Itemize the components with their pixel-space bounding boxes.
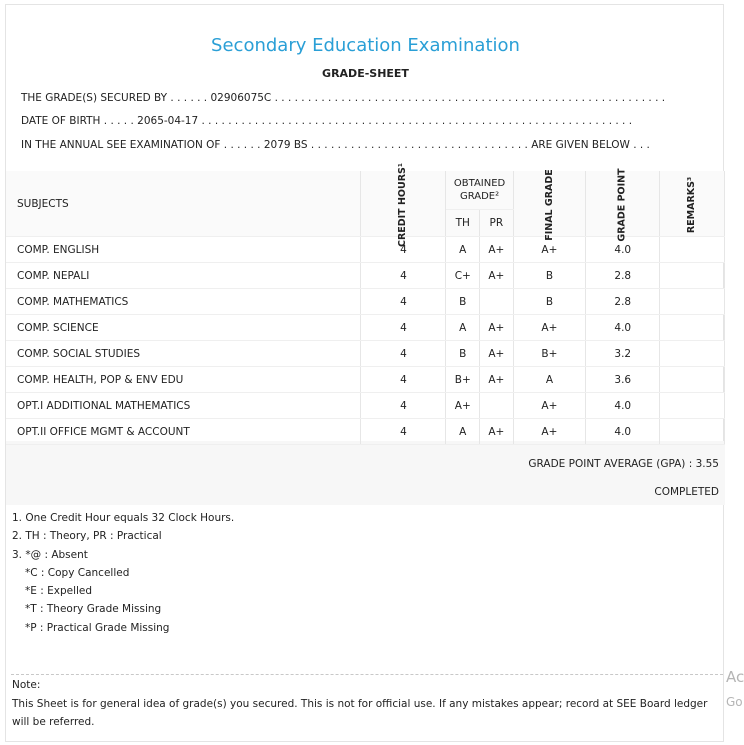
header-obtained-grade: OBTAINED GRADE² xyxy=(446,171,513,210)
subject-cell: COMP. SCIENCE xyxy=(6,315,361,341)
grade-point-cell: 4.0 xyxy=(586,237,660,263)
table-row xyxy=(6,289,725,315)
credit-hours-cell: 4 xyxy=(361,315,446,341)
final-grade-cell: B+ xyxy=(513,341,586,367)
result-status: COMPLETED xyxy=(654,486,719,498)
subject-cell: COMP. MATHEMATICS xyxy=(6,289,361,315)
remarks-cell xyxy=(660,289,725,315)
practical-grade-cell: A+ xyxy=(480,367,514,393)
grades-table xyxy=(6,162,725,445)
footnote-code-c: *C : Copy Cancelled xyxy=(25,566,130,579)
theory-grade-cell: A xyxy=(446,315,480,341)
header-th: TH xyxy=(446,210,480,237)
remarks-cell xyxy=(660,341,725,367)
practical-grade-cell: A+ xyxy=(480,341,514,367)
header-remarks: REMARKS³ xyxy=(660,171,725,237)
table-row xyxy=(6,367,725,393)
final-grade-cell: B xyxy=(513,289,586,315)
credit-hours-cell: 4 xyxy=(361,341,446,367)
note-heading: Note: xyxy=(12,679,41,691)
grade-point-cell: 2.8 xyxy=(586,289,660,315)
table-row xyxy=(6,419,725,445)
theory-grade-cell: A xyxy=(446,237,480,263)
practical-grade-cell: A+ xyxy=(480,263,514,289)
header-credit-hours: CREDIT HOURS¹ xyxy=(361,171,446,237)
date-of-birth-line: DATE OF BIRTH . . . . . 2065-04-17 . . . . . . . . . . . . . . . . . . . . . . . . . . . . . . . . . . . . . . . . . . . . . . . . . . . . . . . . . . . . . . . . . xyxy=(21,115,633,127)
remarks-cell xyxy=(660,315,725,341)
exam-line: IN THE ANNUAL SEE EXAMINATION OF . . . . . . 2079 BS . . . . . . . . . . . . . . . . . . . . . . . . . . . . . . . . . ARE GIVEN BELOW . . . xyxy=(21,139,650,151)
credit-hours-cell: 4 xyxy=(361,289,446,315)
practical-grade-cell: A+ xyxy=(480,237,514,263)
remarks-cell xyxy=(660,263,725,289)
remarks-cell xyxy=(660,237,725,263)
final-grade-cell: A+ xyxy=(513,315,586,341)
summary-band xyxy=(6,441,725,505)
practical-grade-cell: A+ xyxy=(480,315,514,341)
remarks-cell xyxy=(660,393,725,419)
theory-grade-cell: A xyxy=(446,419,480,445)
grade-point-cell: 4.0 xyxy=(586,419,660,445)
subject-cell: COMP. HEALTH, POP & ENV EDU xyxy=(6,367,361,393)
subject-cell: OPT.II OFFICE MGMT & ACCOUNT xyxy=(6,419,361,445)
theory-grade-cell: B+ xyxy=(446,367,480,393)
grade-point-cell: 3.2 xyxy=(586,341,660,367)
theory-grade-cell: A+ xyxy=(446,393,480,419)
footnote-code-e: *E : Expelled xyxy=(25,585,93,598)
subject-cell: COMP. ENGLISH xyxy=(6,237,361,263)
final-grade-cell: A+ xyxy=(513,419,586,445)
credit-hours-cell: 4 xyxy=(361,367,446,393)
note-text: This Sheet is for general idea of grade(s) you secured. This is not for official use. If any mistakes appear; record at SEE Board ledger will be referred. xyxy=(12,698,708,728)
page-title: Secondary Education Examination xyxy=(211,35,520,56)
practical-grade-cell: A+ xyxy=(480,419,514,445)
practical-grade-cell xyxy=(480,289,514,315)
remarks-cell xyxy=(660,419,725,445)
credit-hours-cell: 4 xyxy=(361,393,446,419)
table-row xyxy=(6,393,725,419)
table-row xyxy=(6,341,725,367)
grade-sheet xyxy=(5,4,724,742)
footnote-3: 3. *@ : Absent xyxy=(12,548,88,561)
table-header-row xyxy=(6,171,725,210)
practical-grade-cell xyxy=(480,393,514,419)
theory-grade-cell: C+ xyxy=(446,263,480,289)
watermark-text-2: Go xyxy=(726,695,743,709)
grade-point-cell: 4.0 xyxy=(586,315,660,341)
credit-hours-cell: 4 xyxy=(361,263,446,289)
final-grade-cell: A xyxy=(513,367,586,393)
header-subjects: SUBJECTS xyxy=(6,171,361,237)
gpa-summary: GRADE POINT AVERAGE (GPA) : 3.55 xyxy=(528,458,719,470)
watermark-text-1: Ac xyxy=(726,668,744,686)
credit-hours-cell: 4 xyxy=(361,237,446,263)
grade-sheet-heading: GRADE-SHEET xyxy=(322,67,409,80)
credit-hours-cell: 4 xyxy=(361,419,446,445)
grades-table-body xyxy=(6,237,725,445)
subject-cell: COMP. SOCIAL STUDIES xyxy=(6,341,361,367)
secured-by-line: THE GRADE(S) SECURED BY . . . . . . 02906075C . . . . . . . . . . . . . . . . . . . . . . . . . . . . . . . . . . . . . . . . . . . . . . . . . . . . . . . . . . . xyxy=(21,92,666,104)
table-row xyxy=(6,315,725,341)
final-grade-cell: A+ xyxy=(513,393,586,419)
remarks-cell xyxy=(660,367,725,393)
subject-cell: OPT.I ADDITIONAL MATHEMATICS xyxy=(6,393,361,419)
grade-point-cell: 3.6 xyxy=(586,367,660,393)
header-final-grade: FINAL GRADE xyxy=(513,171,586,237)
footnote-1: 1. One Credit Hour equals 32 Clock Hours. xyxy=(12,512,235,524)
header-grade-point: GRADE POINT xyxy=(586,171,660,237)
footnote-code-t: *T : Theory Grade Missing xyxy=(25,603,162,616)
footnotes xyxy=(12,509,234,637)
grade-point-cell: 4.0 xyxy=(586,393,660,419)
subject-cell: COMP. NEPALI xyxy=(6,263,361,289)
header-pr: PR xyxy=(480,210,514,237)
grade-point-cell: 2.8 xyxy=(586,263,660,289)
theory-grade-cell: B xyxy=(446,341,480,367)
final-grade-cell: A+ xyxy=(513,237,586,263)
theory-grade-cell: B xyxy=(446,289,480,315)
footnote-code-p: *P : Practical Grade Missing xyxy=(25,621,170,634)
footnote-2: 2. TH : Theory, PR : Practical xyxy=(12,530,162,543)
final-grade-cell: B xyxy=(513,263,586,289)
table-row xyxy=(6,263,725,289)
note-divider xyxy=(11,674,723,675)
